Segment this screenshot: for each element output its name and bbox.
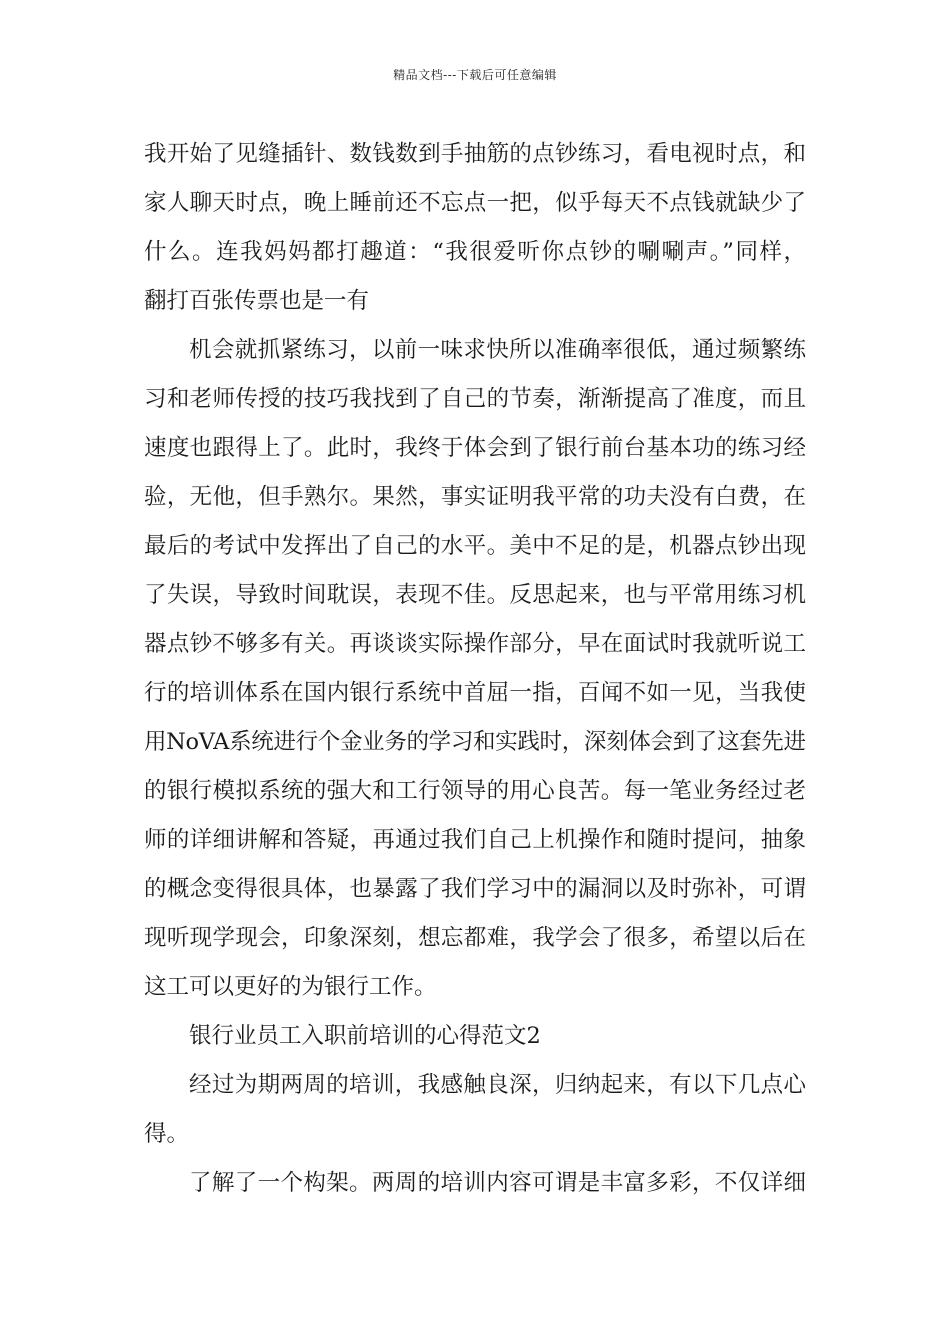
- text-line: 家人聊天时点，晚上睡前还不忘点一把，似乎每天不点钱就缺少了: [144, 190, 807, 216]
- text-line: 现听现学现会，印象深刻，想忘都难，我学会了很多，希望以后在: [144, 925, 807, 951]
- text-line: 的银行模拟系统的强大和工行领导的用心良苦。每一笔业务经过老: [144, 778, 807, 804]
- text-line: 行的培训体系在国内银行系统中首屈一指，百闻不如一见，当我使: [144, 680, 807, 706]
- text-line: 器点钞不够多有关。再谈谈实际操作部分，早在面试时我就听说工: [144, 631, 807, 657]
- text-line: 银行业员工入职前培训的心得范文2: [189, 1023, 541, 1049]
- text-line: 机会就抓紧练习，以前一味求快所以准确率很低，通过频繁练: [189, 337, 807, 363]
- text-line: 最后的考试中发挥出了自己的水平。美中不足的是，机器点钞出现: [144, 533, 807, 559]
- page-header: 精品文档---下载后可任意编辑: [393, 68, 557, 82]
- text-line: 这工可以更好的为银行工作。: [144, 974, 437, 1000]
- text-line: 翻打百张传票也是一有: [144, 288, 370, 314]
- text-line: 得。: [144, 1121, 190, 1147]
- text-line: 了解了一个构架。两周的培训内容可谓是丰富多彩，不仅详细: [189, 1170, 807, 1196]
- text-line: 验，无他，但手熟尔。果然，事实证明我平常的功夫没有白费，在: [144, 484, 807, 510]
- text-line: 了失误，导致时间耽误，表现不佳。反思起来，也与平常用练习机: [144, 582, 807, 608]
- text-line: 什么。连我妈妈都打趣道：“我很爱听你点钞的唰唰声。”同样，: [144, 239, 808, 265]
- text-line: 速度也跟得上了。此时，我终于体会到了银行前台基本功的练习经: [144, 435, 807, 461]
- text-line: 用NoVA系统进行个金业务的学习和实践时，深刻体会到了这套先进: [144, 729, 806, 755]
- text-line: 习和老师传授的技巧我找到了自己的节奏，渐渐提高了准度，而且: [144, 386, 807, 412]
- text-line: 的概念变得很具体，也暴露了我们学习中的漏洞以及时弥补，可谓: [144, 876, 807, 902]
- text-line: 我开始了见缝插针、数钱数到手抽筋的点钞练习，看电视时点，和: [144, 141, 807, 167]
- document-body: [144, 130, 806, 1208]
- text-line: 师的详细讲解和答疑，再通过我们自己上机操作和随时提问，抽象: [144, 827, 807, 853]
- text-line: 经过为期两周的培训，我感触良深，归纳起来，有以下几点心: [189, 1072, 807, 1098]
